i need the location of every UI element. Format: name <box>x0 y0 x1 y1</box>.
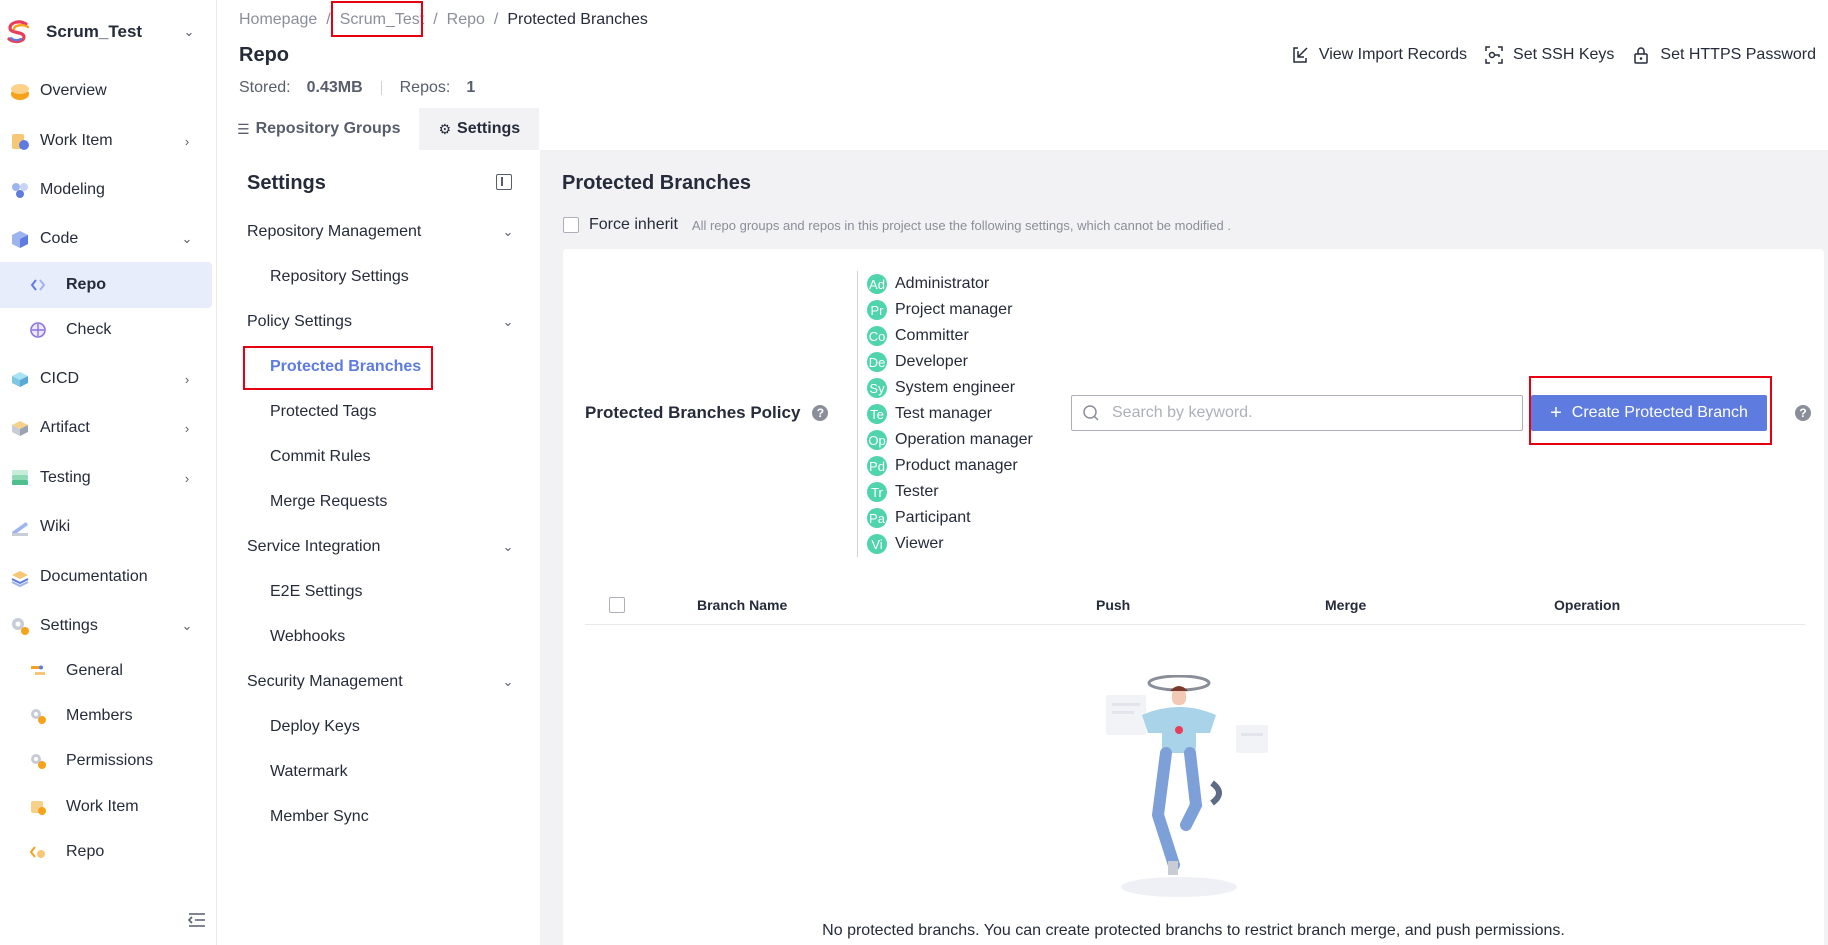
repos-label: Repos: <box>399 79 451 96</box>
nav-code[interactable]: Code ⌄ <box>0 216 212 262</box>
nav-settings-repo[interactable]: Repo <box>0 829 212 875</box>
select-all-checkbox[interactable] <box>609 597 625 613</box>
column-branch-name: Branch Name <box>697 597 788 613</box>
menu-item-repository-settings[interactable]: Repository Settings <box>270 268 409 285</box>
nav-check[interactable]: Check <box>0 307 212 353</box>
nav-wiki[interactable]: Wiki <box>0 504 212 550</box>
lock-icon <box>1632 46 1650 64</box>
section-title: Protected Branches <box>562 172 751 194</box>
divider <box>381 81 382 95</box>
testing-icon <box>8 466 32 490</box>
role-item: Vi Viewer <box>867 531 1033 557</box>
collapse-nav-icon[interactable] <box>188 912 206 933</box>
column-operation: Operation <box>1554 597 1621 613</box>
role-item: Te Test manager <box>867 401 1033 427</box>
policy-card <box>563 249 1824 945</box>
create-protected-branch-button[interactable]: + Create Protected Branch <box>1531 395 1767 431</box>
project-logo-icon <box>4 18 32 46</box>
menu-item-member-sync[interactable]: Member Sync <box>270 808 369 825</box>
tab-settings[interactable]: ⚙ Settings <box>419 108 539 150</box>
nav-overview[interactable]: Overview <box>0 68 212 114</box>
top-actions <box>1273 46 1816 64</box>
repo-icon <box>26 273 50 297</box>
members-icon <box>26 704 50 728</box>
role-item: Co Committer <box>868 327 969 344</box>
view-import-records-link[interactable]: View Import Records <box>1291 46 1467 64</box>
search-input[interactable] <box>1112 404 1512 422</box>
nav-settings[interactable]: Settings ⌄ <box>0 603 212 649</box>
search-icon <box>1082 404 1100 422</box>
breadcrumb-home[interactable]: Homepage <box>239 11 318 28</box>
chevron-down-icon: ⌄ <box>181 618 193 633</box>
project-switcher[interactable] <box>0 0 216 64</box>
chevron-down-icon: ⌄ <box>502 314 514 329</box>
breadcrumb-separator: / <box>326 11 331 28</box>
role-item: Tr Tester <box>867 479 1033 505</box>
set-ssh-keys-link[interactable]: Set SSH Keys <box>1485 46 1614 64</box>
role-badge: Op <box>867 430 887 450</box>
left-nav <box>0 0 217 945</box>
role-badge: Sy <box>867 378 887 398</box>
chevron-down-icon: ⌄ <box>502 539 514 554</box>
settings-menu-title: Settings <box>247 172 326 194</box>
force-inherit-checkbox[interactable] <box>563 217 579 233</box>
modeling-icon <box>8 178 32 202</box>
nav-settings-work-item[interactable]: Work Item <box>0 784 212 830</box>
role-item: Op Operation manager <box>868 431 1033 448</box>
ssh-key-icon <box>1485 46 1503 64</box>
chevron-down-icon: ⌄ <box>502 224 514 239</box>
nav-general[interactable]: General <box>0 648 212 694</box>
documentation-icon <box>8 565 32 589</box>
breadcrumb-repo[interactable]: Repo <box>446 11 485 28</box>
import-icon <box>1291 46 1309 64</box>
artifact-icon <box>8 416 32 440</box>
role-badge: Te <box>867 404 887 424</box>
repo-tabs <box>218 108 539 150</box>
stored-value: 0.43MB <box>306 79 363 96</box>
role-badge: Pa <box>867 508 887 528</box>
role-badge: Co <box>867 326 887 346</box>
code-icon <box>8 227 32 251</box>
role-badge: Ad <box>867 274 887 294</box>
menu-item-protected-branches[interactable]: Protected Branches <box>270 358 422 375</box>
breadcrumb-current: Protected Branches <box>507 11 648 28</box>
stored-label: Stored: <box>239 79 291 96</box>
nav-artifact[interactable]: Artifact › <box>0 405 212 451</box>
settings-icon <box>8 614 32 638</box>
table-header <box>585 585 1805 625</box>
column-merge: Merge <box>1325 597 1367 613</box>
repo-settings-icon <box>26 840 50 864</box>
nav-members[interactable]: Members <box>0 693 212 739</box>
role-item: Pd Product manager <box>867 453 1033 479</box>
search-field[interactable] <box>1071 395 1523 431</box>
force-inherit-row <box>563 214 1231 236</box>
menu-group-policy-settings[interactable]: Policy Settings ⌄ <box>247 307 517 337</box>
repos-value: 1 <box>466 79 476 96</box>
chevron-right-icon: › <box>184 420 190 436</box>
menu-group-service-integration[interactable]: Service Integration ⌄ <box>247 532 517 562</box>
chevron-down-icon: ⌄ <box>502 674 514 689</box>
list-icon: ☰ <box>237 120 250 137</box>
role-item: De Developer <box>868 353 968 370</box>
check-icon <box>26 318 50 342</box>
chevron-right-icon: › <box>184 470 190 486</box>
plus-icon: + <box>1550 402 1562 424</box>
work-item-icon <box>8 129 32 153</box>
project-name: Scrum_Test <box>46 22 143 41</box>
role-badge: Vi <box>867 534 887 554</box>
role-item: Pa Participant <box>867 505 1033 531</box>
tab-repository-groups[interactable]: ☰ Repository Groups <box>237 120 401 137</box>
work-item-settings-icon <box>26 795 50 819</box>
role-badge: Pd <box>867 456 887 476</box>
column-push: Push <box>1096 597 1131 613</box>
set-https-password-link[interactable]: Set HTTPS Password <box>1632 46 1816 64</box>
page-title: Repo <box>239 44 289 66</box>
menu-item-webhooks[interactable]: Webhooks <box>270 628 346 645</box>
nav-documentation[interactable]: Documentation <box>0 554 212 600</box>
menu-item-protected-tags[interactable]: Protected Tags <box>270 403 377 420</box>
menu-group-security-management[interactable]: Security Management ⌄ <box>247 667 517 697</box>
breadcrumb-separator: / <box>433 11 438 28</box>
highlight-box <box>331 1 423 37</box>
role-badge: Tr <box>867 482 887 502</box>
settings-menu <box>218 150 540 945</box>
empty-state-illustration <box>1086 675 1286 901</box>
gear-icon: ⚙ <box>438 120 452 137</box>
menu-group-repo-management[interactable]: Repository Management ⌄ <box>247 217 517 247</box>
policy-label: Protected Branches Policy ? <box>585 403 828 423</box>
nav-repo[interactable]: Repo <box>0 262 212 308</box>
cicd-icon <box>8 367 32 391</box>
highlight-box <box>243 346 433 390</box>
force-inherit-label: Force inherit <box>589 216 678 233</box>
permissions-icon <box>26 749 50 773</box>
general-icon <box>26 659 50 683</box>
wiki-icon <box>8 515 32 539</box>
help-icon[interactable]: ? <box>812 405 828 421</box>
role-item: Ad Administrator <box>867 271 1033 297</box>
help-icon[interactable]: ? <box>1795 405 1811 421</box>
role-list <box>857 271 1033 557</box>
chevron-down-icon: ⌄ <box>181 231 193 246</box>
overview-icon <box>8 79 32 103</box>
menu-item-e2e-settings[interactable]: E2E Settings <box>270 583 363 600</box>
chevron-right-icon: › <box>184 133 190 149</box>
nav-work-item[interactable]: Work Item › <box>0 118 212 164</box>
breadcrumb-separator: / <box>493 11 499 28</box>
force-inherit-hint: All repo groups and repos in this project use the following settings, which cannot be modified . <box>691 217 1232 233</box>
role-badge: Pr <box>867 300 887 320</box>
nav-permissions[interactable]: Permissions <box>0 738 212 784</box>
breadcrumb-project[interactable]: Scrum_Test <box>339 11 425 28</box>
role-badge: De <box>867 352 887 372</box>
nav-cicd[interactable]: CICD › <box>0 356 212 402</box>
nav-modeling[interactable]: Modeling <box>0 167 212 213</box>
role-item: Sy System engineer <box>867 375 1033 401</box>
chevron-right-icon: › <box>184 371 190 387</box>
menu-item-watermark[interactable]: Watermark <box>270 763 348 780</box>
collapse-panel-icon[interactable] <box>496 174 512 190</box>
menu-item-merge-requests[interactable]: Merge Requests <box>270 493 388 510</box>
empty-state-text: No protected branchs. You can create protected branchs to restrict branch merge, and push permissions. <box>822 922 1565 939</box>
highlight-box <box>1529 376 1772 445</box>
menu-item-commit-rules[interactable]: Commit Rules <box>270 448 371 465</box>
repo-stats <box>239 78 475 98</box>
menu-item-deploy-keys[interactable]: Deploy Keys <box>270 718 360 735</box>
chevron-down-icon: ⌄ <box>183 24 195 39</box>
role-item: Pr Project manager <box>867 297 1033 323</box>
breadcrumb <box>239 8 648 32</box>
nav-testing[interactable]: Testing › <box>0 455 212 501</box>
